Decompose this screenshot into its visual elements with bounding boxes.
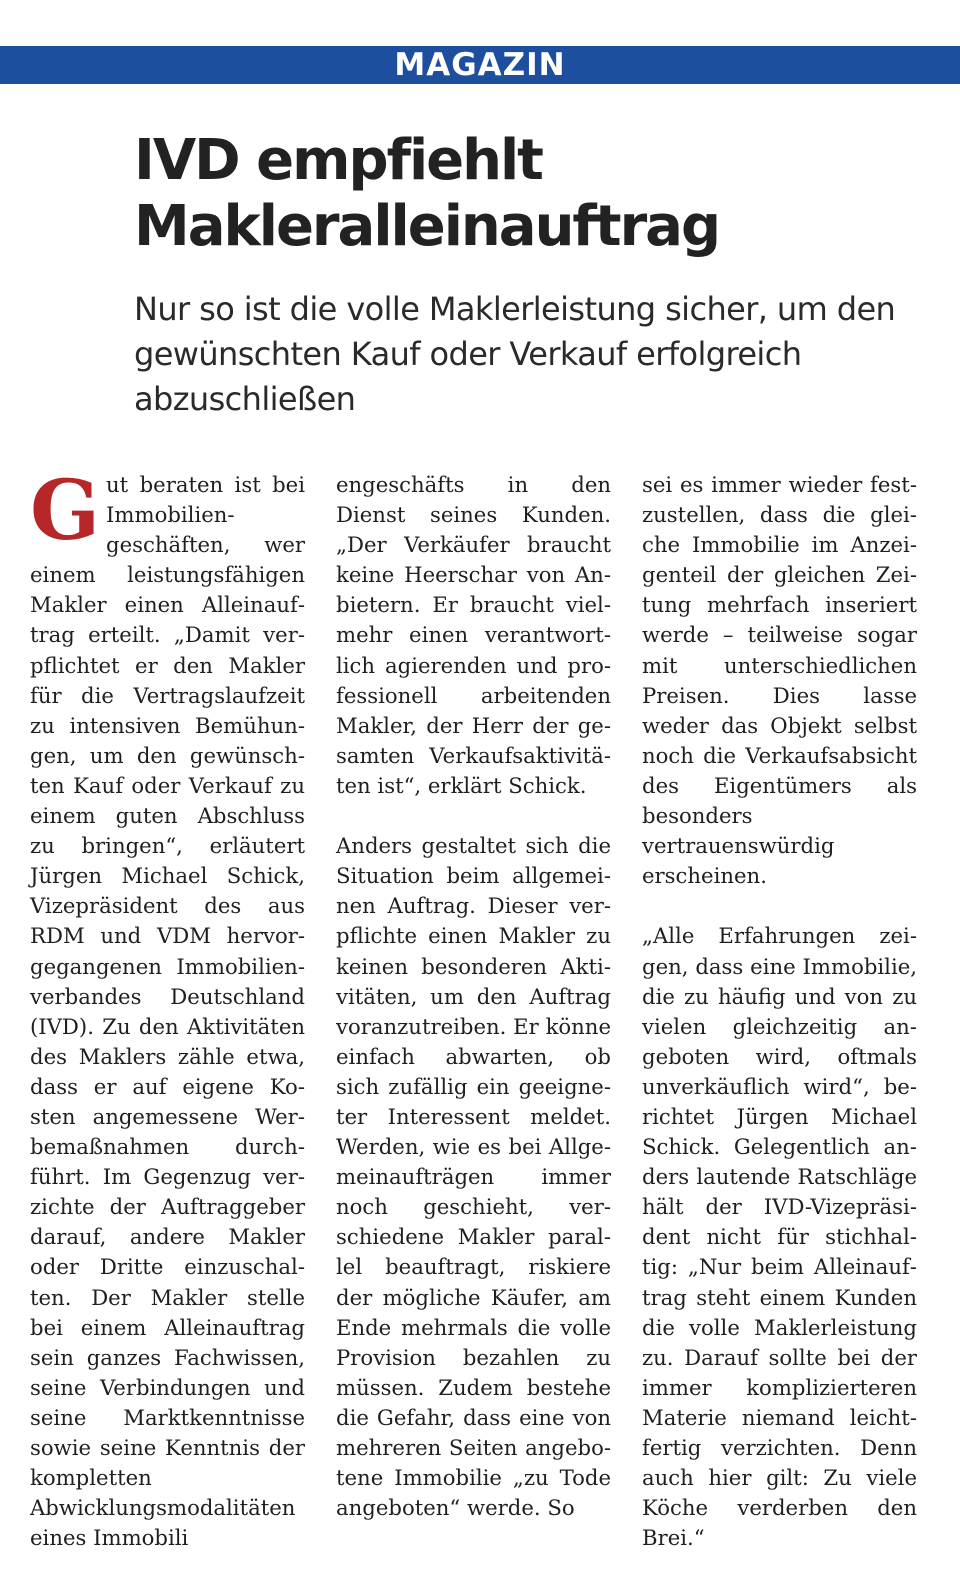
section-banner-label: MAGAZIN [394, 47, 566, 83]
section-banner [0, 46, 960, 84]
paragraph: engeschäfts in den Dienst seines Kunden. „Der Verkäufer braucht keine Heerschar von Anbietern. Er braucht vielmehr einen verantwortlich agierenden und professionell arbeitenden Makler, der Herr der gesamten Verkaufsaktivitäten ist“, erklärt Schick. [336, 472, 611, 798]
deck-subheadline: Nur so ist die volle Maklerleistung sicher, um den gewünschten Kauf oder Verkauf erfolgreich abzuschließen [134, 290, 896, 418]
paragraph: „Alle Erfahrungen zeigen, dass eine Immobilie, die zu häufig und von zu vielen gleichzeitig angeboten wird, oftmals unverkäuflich wird“, berichtet Jürgen Michael Schick. Gelegentlich anders lautende Ratschläge hält der IVD-Vizepräsident nicht für stichhaltig: „Nur beim Alleinauftrag steht einem Kunden die volle Maklerleistung zu. Darauf sollte bei der immer komplizierteren Materie niemand leichtfertig verzichten. Denn auch hier gilt: Zu viele Köche verderben den Brei.“ [642, 923, 917, 1551]
paragraph [30, 463, 305, 1553]
paragraph: sei es immer wieder festzustellen, dass die gleiche Immobilie im Anzeigenteil der gleichen Zeitung mehrfach inseriert werde – teilweise sogar mit unterschiedlichen Preisen. Dies lasse weder das Objekt selbst noch die Verkaufsabsicht des Eigentümers als besonders vertrauenswürdig erscheinen. [642, 472, 917, 889]
paragraph-text: ut beraten ist bei Immobiliengeschäften, wer einem leistungsfähigen Makler einen Alleinauftrag erteilt. „Damit verpflichtet er den Makler für die Vertragslaufzeit zu intensiven Bemühungen, um den gewünschten Kauf oder Verkauf zu einem guten Abschluss zu bringen“, erläutert Jürgen Michael Schick, Vizepräsident des aus RDM und VDM hervorgegangenen Immobilienverbandes Deutschland (IVD). Zu den Aktivitäten des Maklers zähle etwa, dass er auf eigene Kosten angemessene Werbemaßnahmen durchführt. Im Gegenzug verzichte der Auftraggeber darauf, andere Makler oder Dritte einzuschalten. Der Makler stelle bei einem Alleinauftrag sein ganzes Fachwissen, seine Verbindungen und seine Marktkenntnisse sowie seine Kenntnis der kompletten Abwicklungsmodalitäten eines Immobili [30, 472, 305, 1551]
paragraph: Anders gestaltet sich die Situation beim allgemeinen Auftrag. Dieser verpflichte einen Makler zu keinen besonderen Aktivitäten, um den Auftrag voranzutreiben. Er könne einfach abwarten, ob sich zufällig ein geeigneter Interessent meldet. Werden, wie es bei Allgemeinaufträgen immer noch geschieht, verschiedene Makler parallel beauftragt, riskiere der mögliche Käufer, am Ende mehrmals die volle Provision bezahlen zu müssen. Zudem bestehe die Gefahr, dass eine von mehreren Seiten angebotene Immobilie „zu Tode angeboten“ werde. So [336, 833, 611, 1521]
drop-cap: G [30, 463, 101, 559]
headline: IVD empfiehlt Makleralleinauftrag [134, 128, 720, 259]
article-column-3 [642, 470, 917, 1553]
article-column-1 [30, 463, 305, 1553]
article-column-2 [336, 470, 611, 1523]
